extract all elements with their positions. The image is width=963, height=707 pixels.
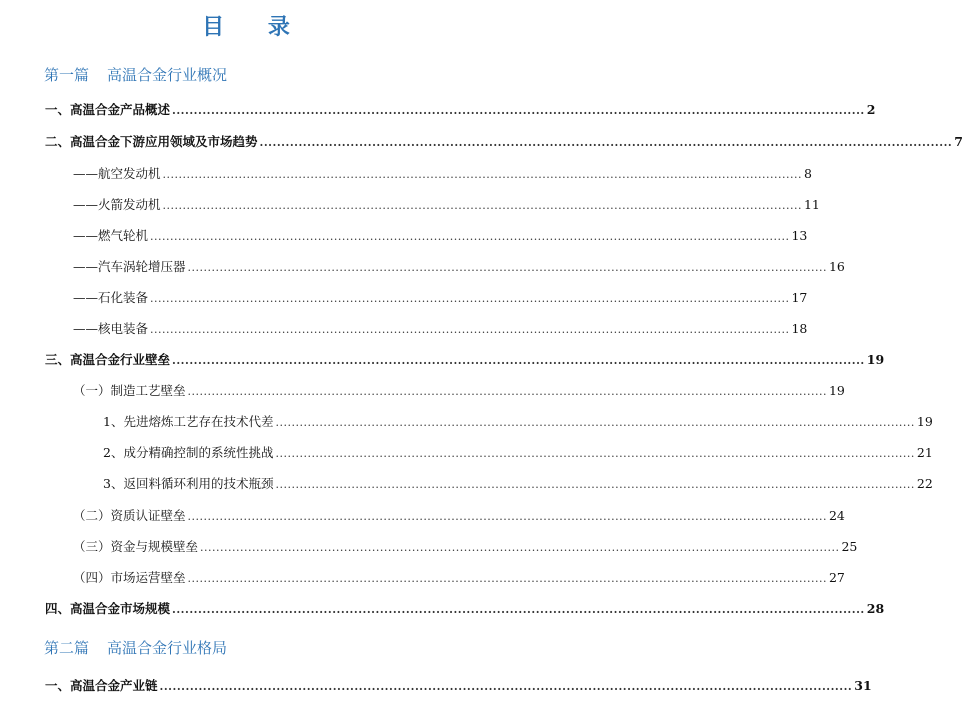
toc-entry-text: ——燃气轮机 bbox=[73, 228, 149, 243]
toc-page-number: 18 bbox=[791, 321, 808, 336]
toc-entry[interactable] bbox=[45, 133, 963, 152]
page-title: 目 录 bbox=[202, 14, 308, 40]
toc-entry-text: （四）市场运营壁垒 bbox=[73, 570, 186, 585]
toc-page-number: 19 bbox=[828, 383, 845, 398]
toc-leader: ................................................................................................................................................................ bbox=[172, 603, 865, 616]
toc-entry[interactable] bbox=[73, 289, 808, 308]
toc-entry[interactable] bbox=[73, 196, 820, 215]
part-name: 高温合金行业概况 bbox=[107, 66, 228, 84]
toc-entry-text: （三）资金与规模壁垒 bbox=[73, 539, 199, 554]
toc-leader: ................................................................................................................................................................ bbox=[275, 416, 915, 429]
toc-page-number: 8 bbox=[803, 166, 812, 181]
toc-leader: ................................................................................................................................................................ bbox=[162, 168, 802, 181]
toc-entry-text: 一、高温合金产品概述 bbox=[45, 102, 171, 117]
toc-entry-text: 二、高温合金下游应用领域及市场趋势 bbox=[45, 134, 258, 149]
toc-entry-text: 1、先进熔炼工艺存在技术代差 bbox=[103, 414, 274, 429]
toc-leader: ................................................................................................................................................................ bbox=[187, 261, 827, 274]
toc-entry-text: 3、返回料循环利用的技术瓶颈 bbox=[103, 476, 274, 491]
toc-page-number: 13 bbox=[791, 228, 808, 243]
toc-page-number: 7 bbox=[954, 134, 963, 149]
toc-leader: ................................................................................................................................................................ bbox=[187, 572, 827, 585]
toc-page-number: 25 bbox=[841, 539, 858, 554]
toc-entry[interactable] bbox=[73, 538, 858, 557]
toc-entry[interactable] bbox=[45, 101, 876, 120]
toc-entry-text: （一）制造工艺壁垒 bbox=[73, 383, 186, 398]
toc-leader: ................................................................................................................................................................ bbox=[172, 354, 865, 367]
part-heading-2[interactable] bbox=[44, 637, 227, 658]
toc-entry-text: ——航空发动机 bbox=[73, 166, 161, 181]
toc-page-number: 28 bbox=[866, 601, 885, 616]
toc-entry[interactable] bbox=[103, 475, 933, 494]
toc-page-number: 19 bbox=[916, 414, 933, 429]
toc-page-number: 11 bbox=[803, 197, 820, 212]
toc-entry-text: 一、高温合金产业链 bbox=[45, 678, 158, 693]
part-name: 高温合金行业格局 bbox=[107, 639, 228, 657]
toc-entry[interactable] bbox=[73, 258, 845, 277]
toc-leader: ................................................................................................................................................................ bbox=[187, 510, 827, 523]
toc-leader: ................................................................................................................................................................ bbox=[275, 478, 915, 491]
toc-leader: ................................................................................................................................................................ bbox=[172, 104, 865, 117]
toc-entry-text: ——石化装备 bbox=[73, 290, 149, 305]
toc-leader: ................................................................................................................................................................ bbox=[187, 385, 827, 398]
toc-page-number: 31 bbox=[854, 678, 872, 693]
part-label: 第二篇 bbox=[44, 639, 90, 657]
toc-entry-text: 三、高温合金行业壁垒 bbox=[45, 352, 171, 367]
toc-entry-text: ——核电装备 bbox=[73, 321, 149, 336]
toc-entry-text: ——汽车涡轮增压器 bbox=[73, 259, 186, 274]
toc-entry[interactable] bbox=[45, 351, 885, 370]
toc-entry-text: ——火箭发动机 bbox=[73, 197, 161, 212]
toc-entry[interactable] bbox=[45, 600, 885, 619]
toc-entry[interactable] bbox=[73, 165, 812, 184]
toc-leader: ................................................................................................................................................................ bbox=[150, 323, 790, 336]
toc-entry[interactable] bbox=[73, 569, 845, 588]
part-label: 第一篇 bbox=[44, 66, 90, 84]
toc-page-number: 27 bbox=[828, 570, 845, 585]
part-heading-1[interactable] bbox=[44, 64, 227, 85]
toc-entry[interactable] bbox=[73, 507, 845, 526]
toc-page-number: 16 bbox=[828, 259, 845, 274]
toc-leader: ................................................................................................................................................................ bbox=[150, 230, 790, 243]
toc-page-number: 17 bbox=[791, 290, 808, 305]
toc-page-number: 2 bbox=[866, 102, 876, 117]
toc-leader: ................................................................................................................................................................ bbox=[150, 292, 790, 305]
toc-entry[interactable] bbox=[73, 227, 808, 246]
toc-leader: ................................................................................................................................................................ bbox=[200, 541, 840, 554]
toc-leader: ................................................................................................................................................................ bbox=[159, 680, 853, 693]
toc-entry[interactable] bbox=[45, 677, 872, 696]
toc-entry[interactable] bbox=[73, 382, 845, 401]
toc-entry-text: （二）资质认证壁垒 bbox=[73, 508, 186, 523]
toc-page-number: 19 bbox=[866, 352, 885, 367]
toc-entry-text: 2、成分精确控制的系统性挑战 bbox=[103, 445, 274, 460]
toc-leader: ................................................................................................................................................................ bbox=[275, 447, 915, 460]
toc-entry[interactable] bbox=[73, 320, 808, 339]
toc-leader: ................................................................................................................................................................ bbox=[259, 136, 953, 149]
toc-entry[interactable] bbox=[103, 413, 933, 432]
toc-page-number: 21 bbox=[916, 445, 933, 460]
toc-page-number: 22 bbox=[916, 476, 933, 491]
toc-entry[interactable] bbox=[103, 444, 933, 463]
toc-leader: ................................................................................................................................................................ bbox=[162, 199, 802, 212]
toc-page-number: 24 bbox=[828, 508, 845, 523]
toc-entry-text: 四、高温合金市场规模 bbox=[45, 601, 171, 616]
